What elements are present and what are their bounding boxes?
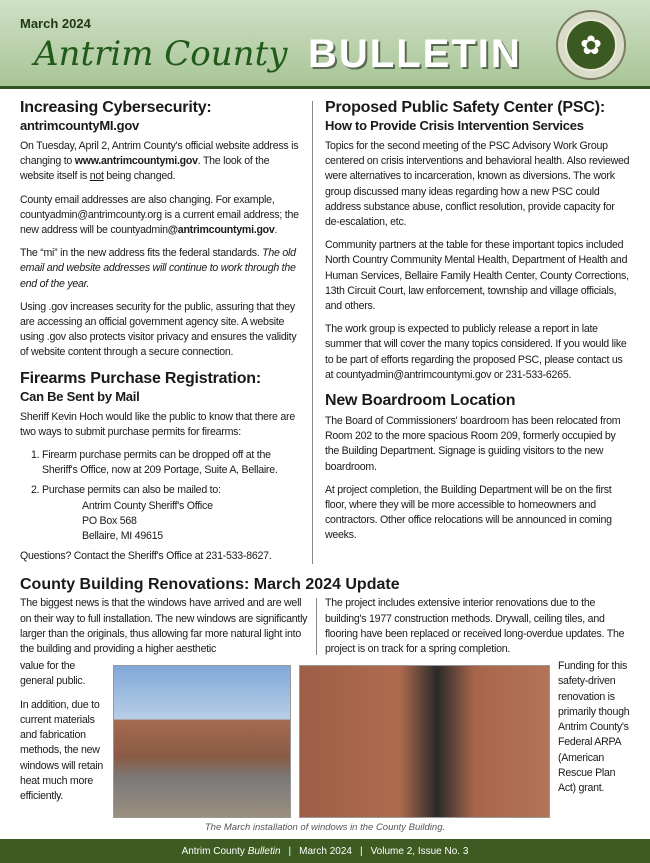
title-bulletin: BULLETIN: [308, 32, 522, 76]
renovations-left-text: The biggest news is that the windows have arrived and are well on their way to full installation. The new windows are significantly larger than the originals, thus allowing far more natural light into the building and providing a higher aesthetic: [20, 597, 308, 656]
right-column: [325, 98, 630, 572]
trillium-icon: ✿: [565, 19, 617, 71]
firearms-title: Firearms Purchase Registration:: [20, 369, 261, 387]
renovations-left-side-column: [20, 659, 105, 812]
column-divider: [312, 101, 313, 564]
renovations-photo-row: [0, 657, 650, 818]
renovations-text: [0, 596, 650, 657]
cyber-p2: County email addresses are also changing. For example, countyadmin@antrimcounty.org is a current email address; the new address will be countyadmin@antrimcountymi.gov.: [20, 193, 299, 237]
firearms-subtitle: Can Be Sent by Mail: [20, 388, 140, 404]
column-divider: [316, 598, 317, 655]
boardroom-p2: At project completion, the Building Department will be on the first floor, where they will be more accessible to homeowners and contractors. Other office relocations will be announced in coming weeks.: [325, 483, 612, 542]
window-installation-photo: [299, 665, 550, 818]
cyber-p3: The “mi” in the new address fits the federal standards. The old email and website addresses will continue to work through the end of the year.: [20, 247, 296, 290]
left-column: [20, 98, 312, 572]
psc-p3: The work group is expected to publicly release a report in late summer that will cover the many topics considered. If you would like to be part of efforts regarding the proposed PSC, please contact us at countyadmin@antrimcountymi.gov or 231-533-6265.: [325, 323, 627, 381]
psc-p2: Community partners at the table for these important topics included North Country Community Mental Health, Department of Health and Human Services, Bellaire Family Health Center, County Corrections, 13th Circuit Court, law enforcement, township and village officials, and others.: [325, 239, 629, 313]
top-section: [0, 89, 650, 572]
cyber-p1: On Tuesday, April 2, Antrim County's official website address is changing to www.antrimcountymi.gov. The look of the website itself is not being changed.: [20, 140, 299, 183]
photo-caption: The March installation of windows in the County Building.: [204, 822, 446, 834]
footer-separator: |: [288, 845, 292, 857]
title-script: Antrim County: [34, 34, 288, 74]
cyber-subtitle: antrimcountyMI.gov: [20, 118, 140, 133]
footer-issue: Volume 2, Issue No. 3: [370, 845, 469, 857]
list-item: 1. Firearm purchase permits can be dropped off at the Sheriff's Office, now at 209 Portage, Suite A, Bellaire.: [42, 448, 302, 478]
cyber-title: Increasing Cybersecurity:: [20, 99, 212, 116]
firearms-questions: Questions? Contact the Sheriff's Office at 231-533-8627.: [20, 550, 272, 563]
renovations-right-text: The project includes extensive interior renovations due to the building's 1977 construction methods. Drywall, ceiling tiles, and flooring have been replaced or received long-overdue updates. The project is on track for a spring completion.: [325, 597, 625, 656]
boardroom-p1: The Board of Commissioners' boardroom has been relocated from Room 202 to the more spacious Room 209, formerly occupied by the Building Department. Signage is guiding visitors to the new boardroom.: [325, 415, 621, 473]
firearms-list: [20, 448, 302, 544]
masthead: [0, 0, 650, 89]
county-seal-logo: [556, 10, 626, 80]
cyber-p4: Using .gov increases security for the public, assuring that they are accessing an official government agency site. A website using .gov also protects visitor privacy and ensures the validity of website content through a secure connection.: [20, 300, 297, 359]
footer-separator: |: [359, 845, 363, 857]
boardroom-title: New Boardroom Location: [325, 392, 516, 410]
psc-p1: Topics for the second meeting of the PSC Advisory Work Group centered on crisis interventions and behavioral health. Also reviewed were alternatives to incarceration, known as diversions. The work group discussed many ideas regarding how a new PSC could address substance abuse, conflict resolution, provide capacity for de-escalation, etc.: [325, 140, 630, 229]
renovations-right-side: Funding for this safety-driven renovation is primarily though Antrim County's Federal ARPA (American Rescue Plan Act) grant.: [558, 660, 630, 794]
mailing-address: Antrim County Sheriff's Office PO Box 568 Bellaire, MI 49615: [82, 499, 213, 543]
list-item: 2. Purchase permits can also be mailed to: Antrim County Sheriff's Office PO Box 568 Bellaire, MI 49615: [42, 483, 302, 544]
issue-date: March 2024: [20, 16, 91, 31]
psc-title: Proposed Public Safety Center (PSC):: [325, 99, 605, 116]
footer: [0, 839, 650, 863]
renovations-left-side: In addition, due to current materials and fabrication methods, the new windows will retain heat much more efficiently.: [20, 698, 103, 802]
building-exterior-photo: [113, 665, 291, 818]
renovations-title: County Building Renovations: March 2024 Update: [20, 576, 400, 594]
footer-date: March 2024: [299, 845, 352, 857]
footer-name: Antrim County Bulletin: [181, 845, 281, 857]
renovations-left-cont: value for the general public.: [20, 660, 86, 688]
firearms-intro: Sheriff Kevin Hoch would like the public to know that there are two ways to submit purchase permits for firearms:: [20, 410, 295, 438]
psc-subtitle: How to Provide Crisis Intervention Services: [325, 118, 584, 133]
